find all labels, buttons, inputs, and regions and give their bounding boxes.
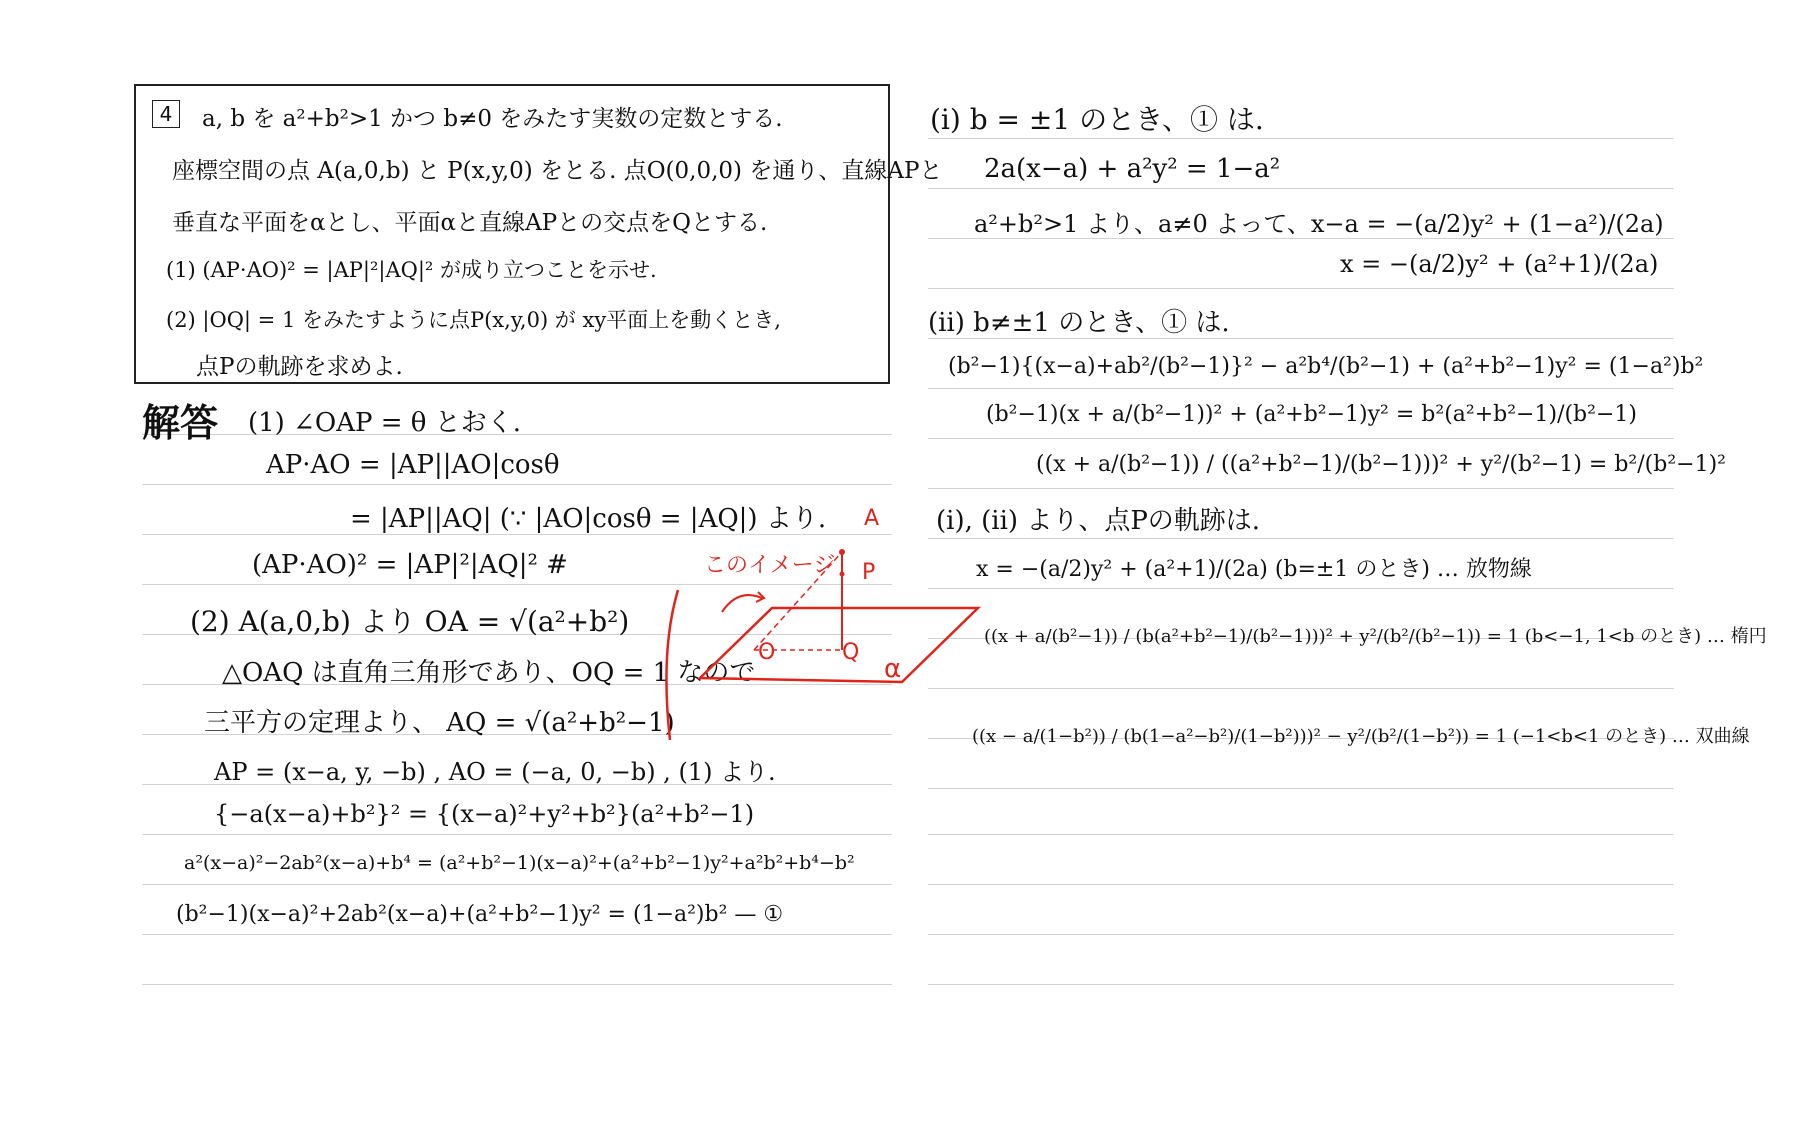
sketch-label-alpha: α [884,654,902,684]
case-i-heading: (i) b = ±1 のとき、① は. [930,103,1264,136]
case-i-line: x = −(a/2)y² + (a²+1)/(2a) [1340,250,1659,278]
ruled-line [142,884,892,885]
plane-sketch [660,500,990,750]
ruled-line [928,488,1674,489]
solution-line: △OAQ は直角三角形であり、OQ = 1 なので [222,658,756,688]
ruled-line [928,438,1674,439]
problem-line: (2) |OQ| = 1 をみたすように点P(x,y,0) が xy平面上を動くとき, [166,308,781,332]
ruled-line [928,188,1674,189]
problem-line: 点Pの軌跡を求めよ. [196,354,403,380]
conclusion-heading: (i), (ii) より、点Pの軌跡は. [936,506,1261,536]
ruled-line [142,484,892,485]
solution-line: {−a(x−a)+b²}² = {(x−a)²+y²+b²}(a²+b²−1) [214,800,755,828]
solution-line: (1) ∠OAP = θ とおく. [248,408,521,438]
sketch-label-q: Q [842,640,860,665]
problem-line: (1) (AP·AO)² = |AP|²|AQ|² が成り立つことを示せ. [166,258,657,282]
ruled-line [928,934,1674,935]
solution-line: (b²−1)(x−a)²+2ab²(x−a)+(a²+b²−1)y² = (1−a²)b² — ① [176,902,784,927]
ruled-line [928,884,1674,885]
ruled-line [928,688,1674,689]
locus-parabola: x = −(a/2)y² + (a²+1)/(2a) (b=±1 のとき) … 放物線 [976,557,1532,582]
locus-ellipse: ((x + a/(b²−1)) / (b(a²+b²−1)/(b²−1)))² + y²/(b²/(b²−1)) = 1 (b<−1, 1<b のとき) … 楕円 [984,626,1767,647]
locus-hyperbola: ((x − a/(1−b²)) / (b(1−a²−b²)/(1−b²)))² − y²/(b²/(1−b²)) = 1 (−1<b<1 のとき) … 双曲線 [972,726,1750,747]
solution-line: AP = (x−a, y, −b) , AO = (−a, 0, −b) , (1) より. [214,758,776,786]
sketch-label-p: P [862,560,876,585]
case-ii-line: (b²−1)(x + a/(b²−1))² + (a²+b²−1)y² = b²(a²+b²−1)/(b²−1) [986,402,1637,427]
ruled-line [142,984,892,985]
ruled-line [928,984,1674,985]
ruled-line [928,138,1674,139]
case-ii-line: (b²−1){(x−a)+ab²/(b²−1)}² − a²b⁴/(b²−1) + (a²+b²−1)y² = (1−a²)b² [948,354,1704,379]
ruled-line [928,388,1674,389]
case-i-line: 2a(x−a) + a²y² = 1−a² [984,154,1281,184]
sketch-label-a: A [864,506,880,531]
sketch-note: このイメージ [704,553,836,578]
problem-line: 垂直な平面をαとし、平面αと直線APとの交点をQとする. [172,210,768,236]
solution-line: = |AP||AQ| (∵ |AO|cosθ = |AQ|) より. [350,504,827,534]
problem-line: a, b を a²+b²>1 かつ b≠0 をみたす実数の定数とする. [202,106,783,132]
solution-line: (AP·AO)² = |AP|²|AQ|² # [252,550,568,580]
solution-line: AP·AO = |AP||AO|cosθ [266,450,560,480]
solution-line: (2) A(a,0,b) より OA = √(a²+b²) [190,605,630,638]
problem-box [134,84,943,384]
ruled-line [142,934,892,935]
case-i-line: a²+b²>1 より、a≠0 よって、x−a = −(a/2)y² + (1−a²)/(2a) [974,210,1664,238]
sketch-label-o: O [758,640,776,665]
ruled-line [928,588,1674,589]
ruled-line [928,834,1674,835]
problem-line: 座標空間の点 A(a,0,b) と P(x,y,0) をとる. 点O(0,0,0) を通り、直線APと [172,158,943,184]
case-ii-heading: (ii) b≠±1 のとき、① は. [928,308,1230,338]
ruled-line [928,288,1674,289]
solution-line: a²(x−a)²−2ab²(x−a)+b⁴ = (a²+b²−1)(x−a)²+(a²+b²−1)y²+a²b²+b⁴−b² [184,852,855,874]
problem-number: 4 [152,100,180,128]
ruled-line [142,834,892,835]
solution-header: 解答 [142,400,219,445]
ruled-line [928,538,1674,539]
ruled-line [928,788,1674,789]
case-ii-line: ((x + a/(b²−1)) / ((a²+b²−1)/(b²−1)))² + y²/(b²−1) = b²/(b²−1)² [1036,452,1726,477]
solution-line: 三平方の定理より、 AQ = √(a²+b²−1) [204,708,675,738]
